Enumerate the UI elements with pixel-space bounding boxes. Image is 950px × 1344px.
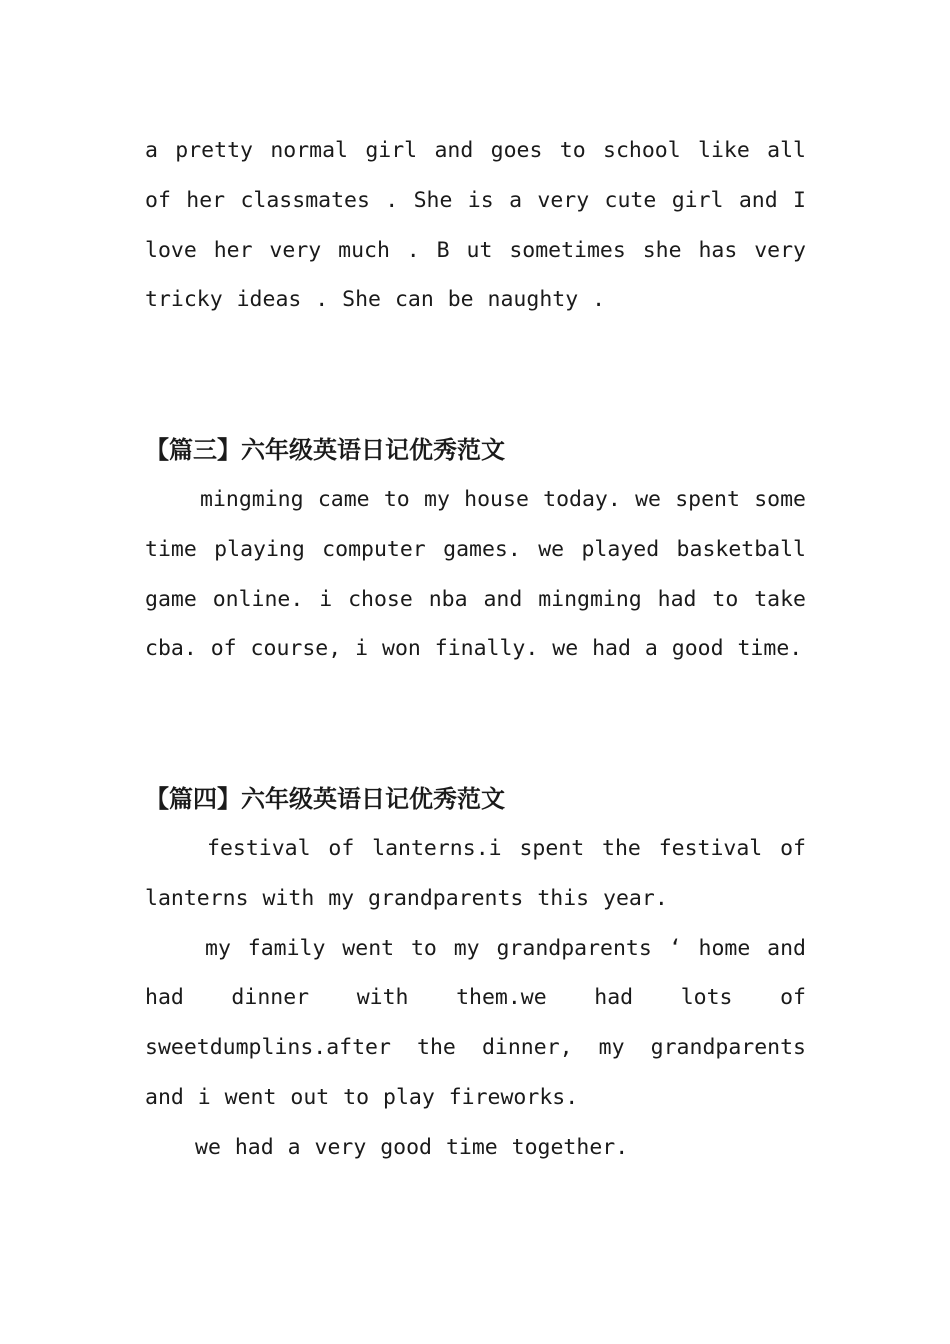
section-spacer <box>145 325 806 425</box>
section-three-heading: 【篇三】六年级英语日记优秀范文 <box>145 435 505 465</box>
section-two-tail-paragraph: a pretty normal girl and goes to school like all of her classmates . She is a very cute girl and I love her very much . B ut sometimes she has very tricky ideas . She can be naughty . <box>145 138 806 313</box>
section-four-heading: 【篇四】六年级英语日记优秀范文 <box>145 784 505 814</box>
section-spacer <box>145 674 806 774</box>
section-four-paragraph-1: festival of lanterns.i spent the festival of lanterns with my grandparents this year. <box>145 835 806 911</box>
section-four-paragraph-2: my family went to my grandparents ‘ home and had dinner with them.we had lots of sweetdumplins.after the dinner, my grandparents and i went out to play fireworks. <box>145 935 806 1110</box>
section-four-paragraph-3: we had a very good time together. <box>195 1134 629 1160</box>
document-body <box>145 126 806 1173</box>
section-three-paragraph: mingming came to my house today. we spent some time playing computer games. we played basketball game online. i chose nba and mingming had to take cba. of course, i won finally. we had a good time. <box>145 486 806 662</box>
